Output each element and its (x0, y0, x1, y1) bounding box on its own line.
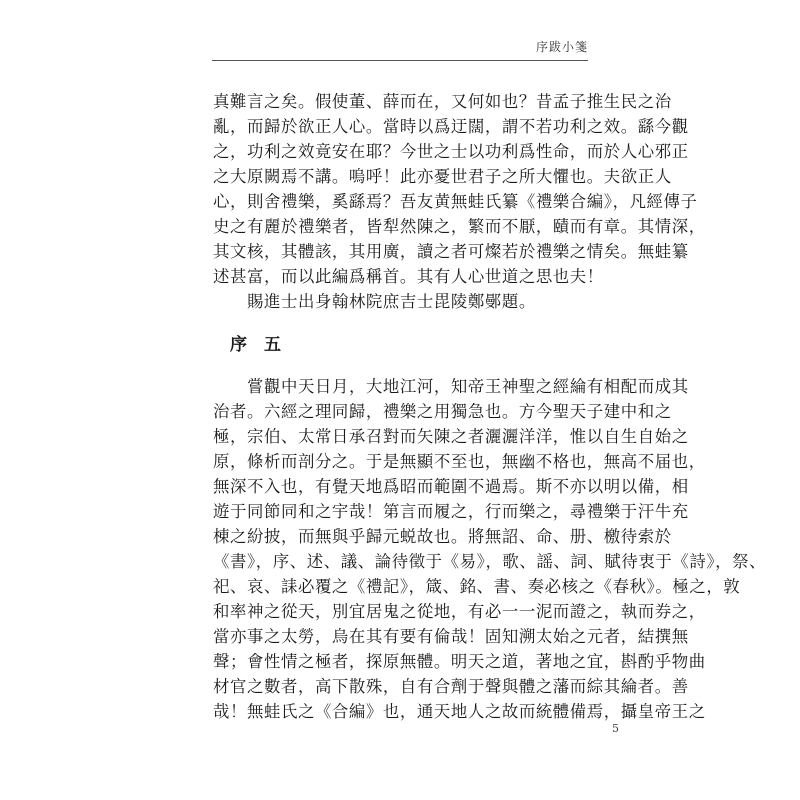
text-line: 聲；會性情之極者，探原無體。明天之道，著地之宜，斟酌乎物曲 (213, 652, 706, 671)
text-line: 祀、哀、誄必覆之《禮記》，箴、銘、書、奏必核之《春秋》。極之，敦 (213, 577, 741, 596)
text-line: 遊于同節同和之宇哉！第言而履之，行而樂之，尋禮樂于汗牛充 (213, 502, 689, 521)
text-line: 材官之數者，高下散殊，自有合劑于聲與體之藩而綜其綸者。善 (213, 677, 689, 696)
text-line: 《書》，序、述、議、論待徵于《易》，歌、謡、詞、賦待衷于《詩》，祭、 (213, 552, 767, 571)
text-line: 史之有麗於禮樂者，皆犁然陳之，繁而不厭，賾而有章。其情深， (213, 217, 706, 236)
signature-line: 賜進士出身翰林院庶吉士毘陵鄭鄤題。 (247, 292, 536, 311)
text-line: 嘗觀中天日月，大地江河，知帝王神聖之經綸有相配而成其 (247, 377, 689, 396)
text-line: 述甚富，而以此編爲稱首。其有人心世道之思也夫！ (213, 267, 604, 286)
section-heading: 序 五 (230, 335, 281, 355)
text-line: 無深不入也，有覺天地爲昭而範圍不過焉。斯不亦以明以備，相 (213, 477, 689, 496)
header-rule (212, 60, 588, 61)
text-line: 之大原闕焉不講。嗚呼！此亦憂世君子之所大懼也。夫欲正人 (213, 167, 672, 186)
text-line: 極，宗伯、太常日承召對而矢陳之者灑灑洋洋，惟以自生自始之 (213, 427, 689, 446)
text-line: 棟之紛披，而無與乎歸元蜕故也。將無詔、命、册、檄待索於 (213, 527, 672, 546)
preface-five (213, 374, 767, 724)
page-body (213, 89, 767, 724)
text-line: 哉！無蛙氏之《合編》也，通天地人之故而統體備焉，攝皇帝王之 (213, 702, 706, 721)
text-line: 和率神之從天，別宜居鬼之從地，有必一一泥而證之，執而券之， (213, 602, 706, 621)
preface-four-continuation (213, 89, 706, 314)
page-number: 5 (612, 722, 619, 735)
text-line: 治者。六經之理同歸，禮樂之用獨急也。方今聖天子建中和之 (213, 402, 672, 421)
text-line: 其文核，其體該，其用廣，讀之者可燦若於禮樂之情矣。無蛙纂 (213, 242, 689, 261)
text-line: 原，條析而剖分之。于是無顯不至也，無幽不格也，無高不届也， (213, 452, 706, 471)
text-line: 當亦事之太勞，烏在其有要有倫哉！固知溯太始之元者，結撰無 (213, 627, 689, 646)
text-line: 真難言之矣。假使董、薛而在，又何如也？昔孟子推生民之治 (213, 92, 672, 111)
text-line: 之，功利之效竟安在耶？今世之士以功利爲性命，而於人心邪正 (213, 142, 689, 161)
text-line: 亂，而歸於欲正人心。當時以爲迂闊，謂不若功利之效。繇今觀 (213, 117, 689, 136)
running-head-title: 序跋小箋 (535, 40, 588, 54)
text-line: 心，則舍禮樂，奚繇焉？吾友黄無蛙氏纂《禮樂合編》，凡經傳子 (213, 192, 698, 211)
